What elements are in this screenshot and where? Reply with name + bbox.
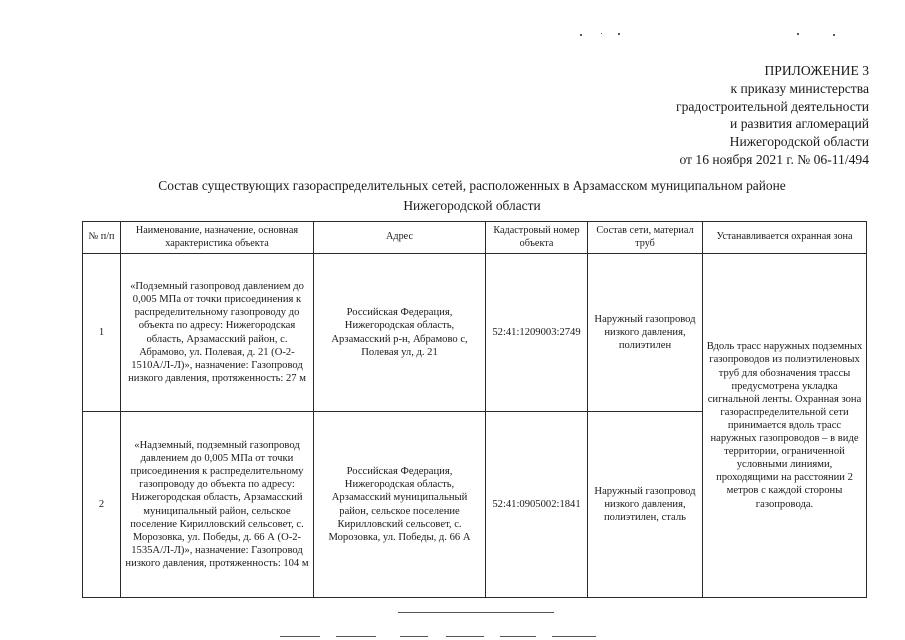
object-name: «Надземный, подземный газопровод давлением до 0,005 МПа от точки присоединения к распределительному газопроводу до объекта по адресу: Нижегородская область, Арзамасский муниципальный район, сельское поселение Кирилловский сельсовет, с. Морозовка, ул. Победы, д. 66 А (О-2-1535А/Л-Л)», назначение: Газопровод низкого давления, протяженность: 104 м: [121, 412, 314, 598]
cadastral-number: 52:41:0905002:1841: [486, 412, 588, 598]
object-address: Российская Федерация, Нижегородская область, Арзамасский р-н, Абрамово с, Полевая ул, д. 21: [314, 254, 486, 412]
appendix-line: градостроительной деятельности: [676, 98, 869, 114]
title-line: Нижегородской области: [403, 197, 541, 213]
scan-edge-line: [552, 636, 596, 637]
column-header-cadastral: Кадастровый номер объекта: [486, 222, 588, 254]
title-line: Состав существующих газораспределительных сетей, расположенных в Арзамасском муниципальном районе: [158, 178, 786, 193]
object-address: Российская Федерация, Нижегородская область, Арзамасский муниципальный район, сельское поселение Кирилловский сельсовет, с. Морозовка, ул. Победы, д. 66 А: [314, 412, 486, 598]
appendix-title: ПРИЛОЖЕНИЕ 3: [764, 63, 869, 78]
protection-zone-description: Вдоль трасс наружных подземных газопроводов из полиэтиленовых труб для обозначения трассы предусмотрена укладка сигнальной ленты. Охранная зона газораспределительной сети принимается вдоль трасс наружных газопроводов – в виде территории, ограниченной условными линиями, проходящими на расстоянии 2 метров с каждой стороны газопровода.: [703, 254, 867, 598]
appendix-line: Нижегородской области: [729, 134, 869, 150]
cadastral-number: 52:41:1209003:2749: [486, 254, 588, 412]
appendix-line: к приказу министерства: [730, 80, 869, 96]
network-composition: Наружный газопровод низкого давления, полиэтилен: [588, 254, 703, 412]
column-header-address: Адрес: [314, 222, 486, 254]
column-header-composition: Состав сети, материал труб: [588, 222, 703, 254]
row-number: 1: [83, 254, 121, 412]
column-header-number: № п/п: [83, 222, 121, 254]
row-number: 2: [83, 412, 121, 598]
table-row: [83, 254, 867, 412]
scan-edge-line: [280, 636, 320, 637]
appendix-line: и развития агломераций: [730, 116, 869, 132]
column-header-name: Наименование, назначение, основная характеристика объекта: [121, 222, 314, 254]
table-header-row: [83, 222, 867, 254]
gas-network-table: [82, 221, 867, 598]
document-title: [82, 176, 862, 215]
appendix-date-line: от 16 ноября 2021 г. № 06-11/494: [679, 151, 869, 167]
object-name: «Подземный газопровод давлением до 0,005 МПа от точки присоединения к распределительному газопроводу до объекта по адресу: Нижегородская область, Арзамасский район, с. Абрамово, ул. Полевая, д. 21 (О-2-1510А/Л-Л)», назначение: Газопровод низкого давления, протяженность: 27 м: [121, 254, 314, 412]
network-composition: Наружный газопровод низкого давления, полиэтилен, сталь: [588, 412, 703, 598]
scan-edge-line: [446, 636, 484, 637]
appendix-header: [539, 62, 869, 169]
scan-edge-line: [400, 636, 428, 637]
footer-rule: [398, 612, 554, 613]
scan-edge-line: [336, 636, 376, 637]
column-header-protection-zone: Устанавливается охранная зона: [703, 222, 867, 254]
scan-edge-line: [500, 636, 536, 637]
